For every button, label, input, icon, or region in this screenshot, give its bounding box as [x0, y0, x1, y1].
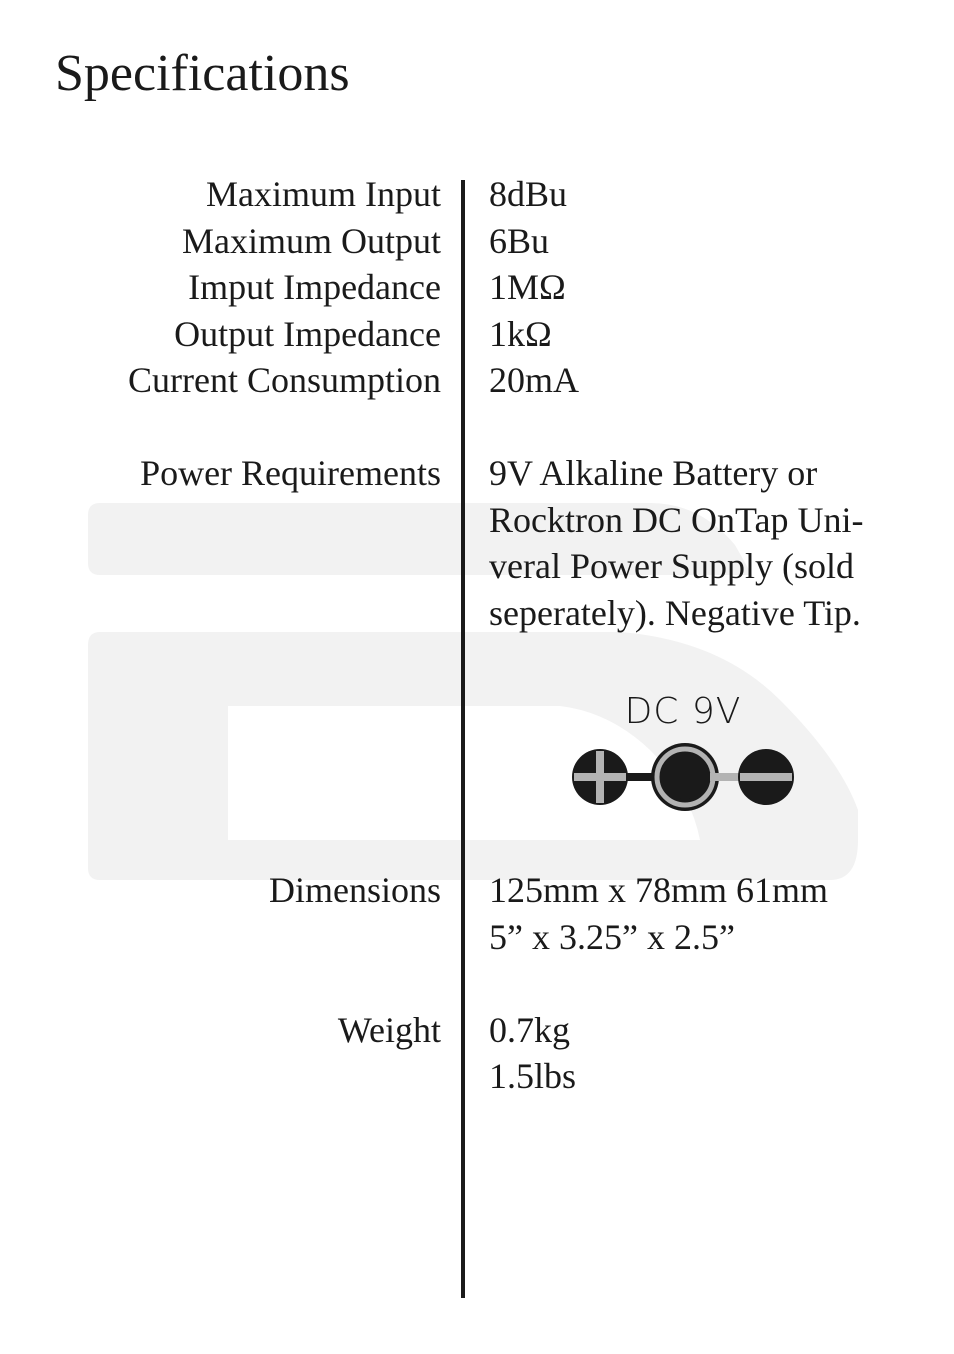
dc-polarity-diagram: [560, 690, 820, 820]
power-line: seperately). Negative Tip.: [489, 593, 861, 633]
spec-label-power-requirements: Power Requirements: [140, 453, 441, 493]
spec-value-current-consumption: 20mA: [489, 360, 579, 400]
dimensions-line: 125mm x 78mm 61mm: [489, 870, 829, 910]
spec-label-output-impedance: Output Impedance: [174, 314, 441, 354]
polarity-symbol-icon: [560, 736, 806, 816]
spec-value-input-impedance: 1MΩ: [489, 267, 566, 307]
power-line: Rocktron DC OnTap Uni-: [489, 500, 864, 540]
weight-line: 1.5lbs: [489, 1056, 577, 1096]
dimensions-line: 5” x 3.25” x 2.5”: [489, 917, 735, 957]
spec-label-current-consumption: Current Consumption: [128, 360, 441, 400]
power-line: veral Power Supply (sold: [489, 546, 854, 586]
spec-value-maximum-output: 6Bu: [489, 221, 550, 261]
spec-label-weight: Weight: [337, 1010, 441, 1050]
spec-label-dimensions: Dimensions: [268, 870, 441, 910]
spec-label-maximum-output: Maximum Output: [182, 221, 441, 261]
column-divider: [461, 180, 465, 1298]
power-line: 9V Alkaline Battery or: [489, 453, 818, 493]
dc-label: DC 9V: [624, 691, 742, 732]
spec-label-maximum-input: Maximum Input: [206, 174, 441, 214]
weight-line: 0.7kg: [489, 1010, 570, 1050]
spec-label-input-impedance: Imput Impedance: [188, 267, 441, 307]
spec-value-output-impedance: 1kΩ: [489, 314, 552, 354]
spec-value-maximum-input: 8dBu: [489, 174, 568, 214]
page-title: Specifications: [55, 45, 350, 102]
